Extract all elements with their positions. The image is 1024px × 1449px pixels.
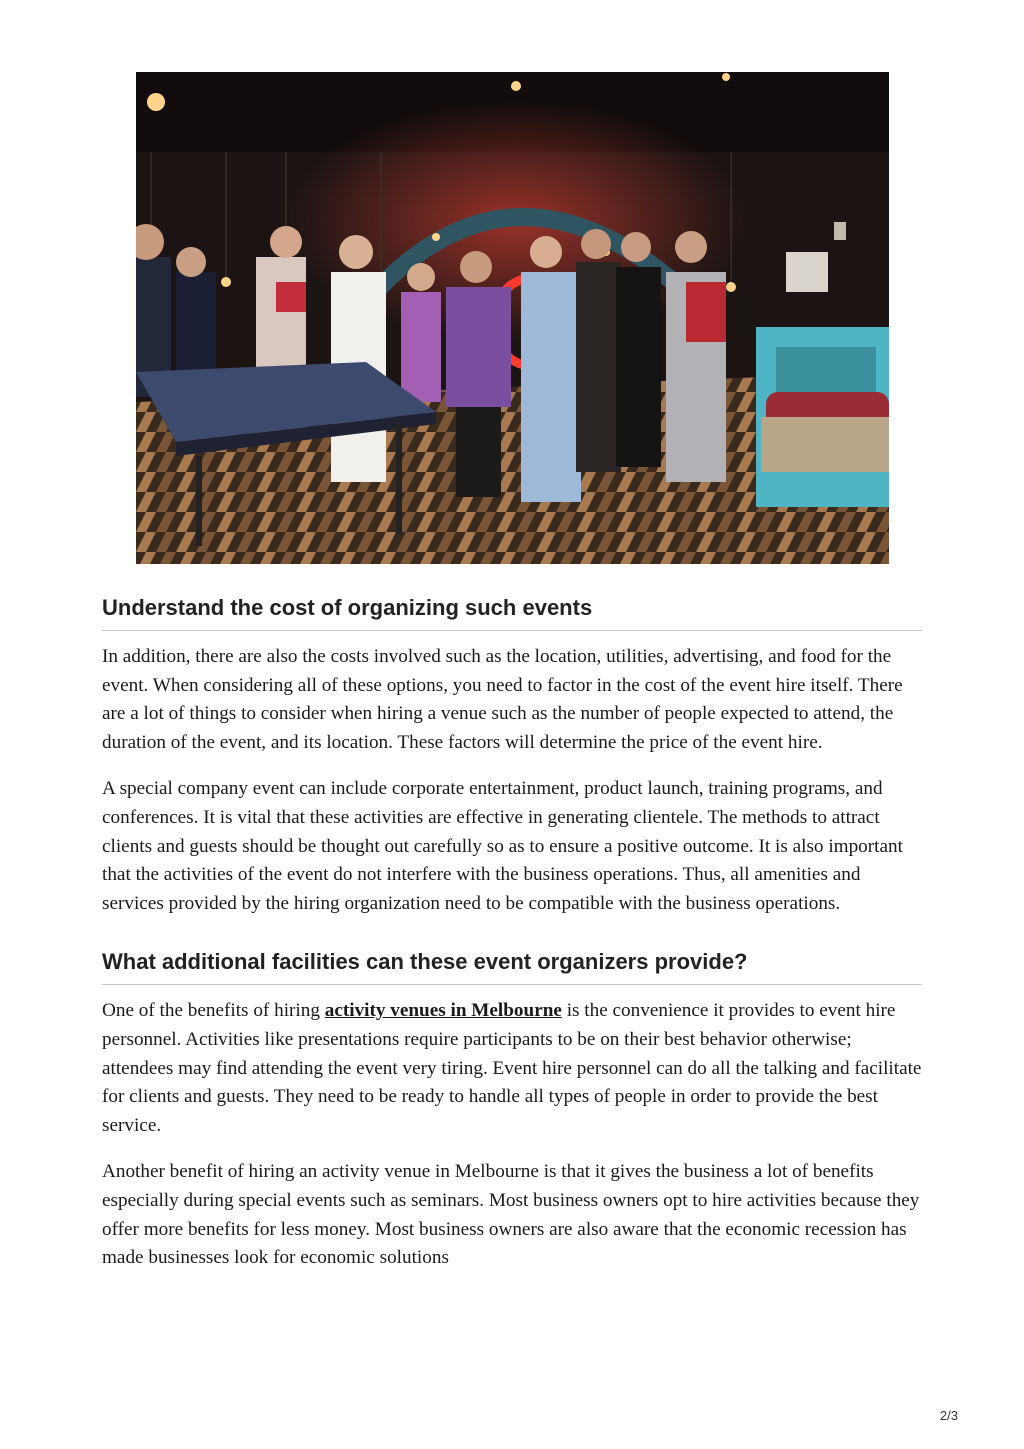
section-heading-facilities: What additional facilities can these event organizers provide?	[102, 948, 922, 985]
activity-venues-link[interactable]: activity venues in Melbourne	[324, 1000, 562, 1022]
hero-photo	[136, 72, 889, 564]
paragraph-cost-1: In addition, there are also the costs involved such as the location, utilities, advertising, and food for the event. When considering all of these options, you need to factor in the cost of the event hire itself. There are a lot of things to consider when hiring a venue such as the number of people expected to attend, the duration of the event, and its location. These factors will determine the price of the event hire.	[102, 646, 903, 753]
event-photo-illustration	[136, 72, 889, 564]
paragraph-text-before-link: One of the benefits of hiring	[102, 1000, 325, 1022]
paragraph-facilities-2: Another benefit of hiring an activity venue in Melbourne is that it gives the business a lot of benefits especially during special events such as seminars. Most business owners opt to hire activities because they offer more benefits for less money. Most business owners are also aware that the economic recession has made businesses look for economic solutions	[102, 1161, 920, 1269]
paragraph-cost-2: A special company event can include corporate entertainment, product launch, training programs, and conferences. It is vital that these activities are effective in generating clientele. The methods to attract clients and guests should be thought out carefully so as to ensure a positive outcome. It is also important that the activities of the event do not interfere with the business operations. Thus, all amenities and services provided by the hiring organization need to be compatible with the business operations.	[102, 778, 903, 914]
article-body	[102, 594, 922, 1291]
paragraph-text-after-link: is the convenience it provides to event hire personnel. Activities like presentations require participants to be on their best behavior otherwise; attendees may find attending the event very tiring. Event hire personnel can do all the talking and facilitate for clients and guests. They need to be ready to handle all types of people in order to provide the best service.	[102, 1000, 922, 1136]
page-number: 2/3	[939, 1408, 958, 1423]
paragraph-facilities-1	[102, 997, 922, 1140]
section-heading-cost: Understand the cost of organizing such events	[102, 594, 922, 631]
